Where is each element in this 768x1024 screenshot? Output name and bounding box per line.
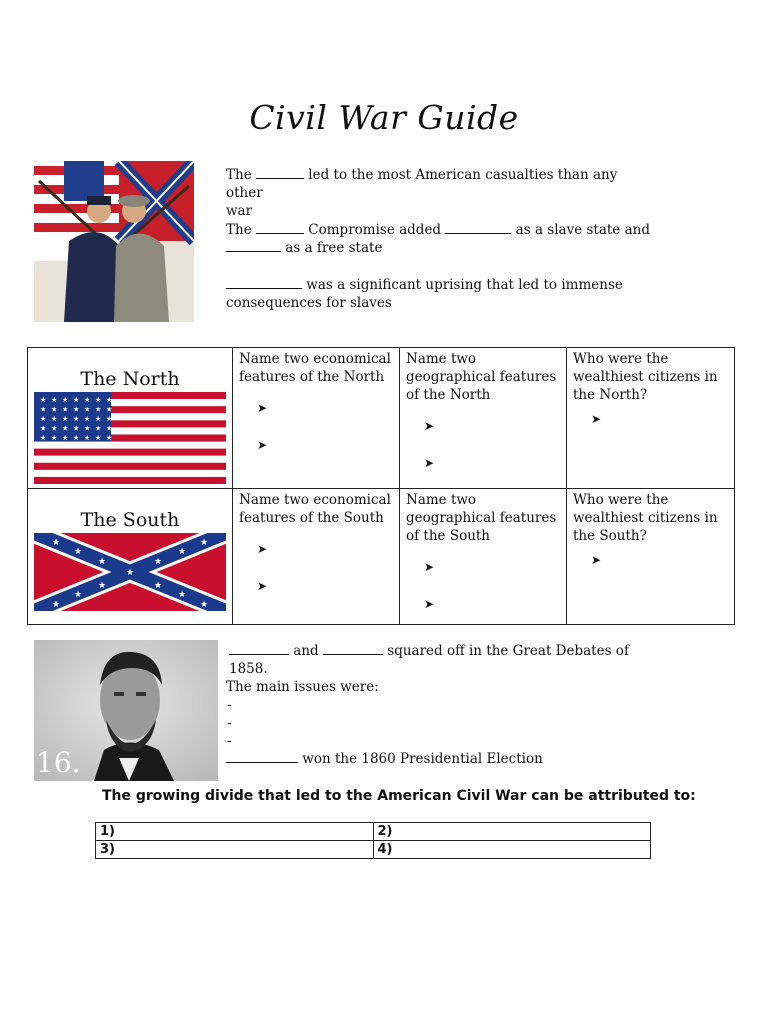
svg-text:★: ★: [73, 424, 80, 433]
svg-text:★: ★: [97, 557, 107, 567]
svg-text:★: ★: [177, 590, 187, 600]
q2-text-end: as a slave state and: [515, 222, 650, 238]
svg-text:★: ★: [73, 547, 83, 557]
intro-question-3: [226, 276, 656, 312]
svg-text:★: ★: [62, 415, 69, 423]
south-geographic-prompt: Name two geographical features of the South: [406, 492, 557, 544]
debate-text-end: squared off in the Great Debates of 1858.: [229, 643, 629, 677]
answer-blank[interactable]: [323, 642, 383, 655]
intro-question-2: [226, 221, 656, 257]
bullet-icon: ➤: [424, 456, 435, 470]
north-geographic-cell: [400, 348, 567, 489]
north-geographic-prompt: Name two geographical features of the North: [406, 351, 557, 403]
lincoln-photo: [34, 640, 218, 781]
svg-text:★: ★: [62, 405, 69, 414]
q3-text-line2: consequences for slaves: [226, 295, 392, 311]
attribution-table: [95, 822, 651, 859]
south-economic-cell: [233, 489, 400, 625]
svg-text:★: ★: [106, 434, 113, 442]
south-geographic-cell: [400, 489, 567, 625]
answer-blank[interactable]: [256, 221, 304, 234]
bullet-icon: ➤: [591, 553, 602, 567]
svg-text:★: ★: [73, 590, 83, 600]
attribution-heading: The growing divide that led to the American Civil War can be attributed to:: [102, 788, 696, 804]
north-flag-cell: [28, 348, 233, 489]
svg-text:★: ★: [40, 434, 47, 442]
svg-text:★: ★: [125, 568, 135, 578]
svg-text:★: ★: [51, 538, 61, 548]
q2-text-start: The: [226, 222, 252, 238]
svg-text:★: ★: [153, 557, 163, 567]
south-row: [28, 489, 735, 625]
svg-text:★: ★: [95, 434, 102, 442]
svg-text:★: ★: [153, 581, 163, 591]
north-economic-cell: [233, 348, 400, 489]
issue-dash-2: -: [227, 715, 232, 731]
svg-text:★: ★: [84, 405, 91, 414]
issue-dash-3: -: [227, 733, 232, 749]
svg-text:★: ★: [84, 434, 91, 442]
svg-text:★: ★: [73, 434, 80, 442]
svg-text:★: ★: [51, 405, 58, 414]
south-wealth-cell: [567, 489, 735, 625]
page-title: Civil War Guide: [249, 98, 519, 137]
svg-text:★: ★: [40, 415, 47, 423]
answer-blank[interactable]: [445, 221, 511, 234]
bullet-icon: ➤: [424, 560, 435, 574]
svg-text:★: ★: [62, 396, 69, 404]
svg-text:★: ★: [84, 415, 91, 423]
svg-text:★: ★: [84, 396, 91, 404]
south-wealth-prompt: Who were the wealthiest citizens in the South?: [573, 492, 718, 544]
q2-text-line2: as a free state: [285, 240, 383, 256]
q2-text-mid: Compromise added: [308, 222, 442, 238]
svg-text:★: ★: [62, 424, 69, 433]
svg-text:★: ★: [51, 424, 58, 433]
answer-blank[interactable]: [256, 166, 304, 179]
svg-text:★: ★: [177, 547, 187, 557]
north-south-table: [27, 347, 735, 625]
q1-text-start: The: [226, 167, 252, 183]
svg-text:★: ★: [106, 415, 113, 423]
intro-question-1: [226, 166, 656, 220]
svg-text:★: ★: [73, 415, 80, 423]
south-economic-prompt: Name two economical features of the South: [239, 492, 391, 526]
issue-dash-1: -: [227, 697, 232, 713]
bullet-icon: ➤: [257, 401, 268, 415]
svg-text:★: ★: [84, 424, 91, 433]
photo-number: 16.: [36, 746, 81, 779]
svg-text:★: ★: [40, 396, 47, 404]
north-wealth-prompt: Who were the wealthiest citizens in the North?: [573, 351, 718, 403]
bullet-icon: ➤: [424, 597, 435, 611]
south-flag-cell: [28, 489, 233, 625]
us-flag-image: [34, 392, 232, 488]
debate-and-text: and: [293, 643, 319, 659]
svg-text:★: ★: [95, 424, 102, 433]
svg-text:★: ★: [95, 405, 102, 414]
svg-text:★: ★: [199, 600, 209, 610]
bullet-icon: ➤: [257, 542, 268, 556]
soldiers-image: [34, 161, 194, 322]
svg-text:★: ★: [199, 538, 209, 548]
south-label: The South: [80, 509, 180, 531]
svg-text:★: ★: [40, 424, 47, 433]
svg-text:★: ★: [106, 396, 113, 404]
svg-text:★: ★: [73, 405, 80, 414]
answer-blank[interactable]: [226, 276, 302, 289]
svg-text:★: ★: [51, 415, 58, 423]
answer-blank[interactable]: [229, 642, 289, 655]
svg-text:★: ★: [40, 405, 47, 414]
bullet-icon: ➤: [257, 438, 268, 452]
bullet-icon: ➤: [257, 579, 268, 593]
answer-blank[interactable]: [226, 239, 281, 252]
svg-text:★: ★: [51, 434, 58, 442]
bullet-icon: ➤: [424, 419, 435, 433]
north-economic-prompt: Name two economical features of the North: [239, 351, 391, 385]
north-label: The North: [80, 368, 180, 390]
confederate-flag-image: [34, 533, 232, 615]
svg-text:★: ★: [62, 434, 69, 442]
q1-text-line2: war: [226, 203, 253, 219]
svg-text:★: ★: [51, 600, 61, 610]
debates-line: [229, 642, 669, 678]
svg-text:★: ★: [51, 396, 58, 404]
svg-text:★: ★: [95, 415, 102, 423]
north-row: [28, 348, 735, 489]
q3-text-end: was a significant uprising that led to immense: [306, 277, 623, 293]
attribution-cell-4[interactable]: 4): [373, 841, 651, 859]
north-wealth-cell: [567, 348, 735, 489]
answer-blank[interactable]: [226, 750, 298, 763]
svg-text:★: ★: [97, 581, 107, 591]
q1-text-end: led to the most American casualties than any other: [226, 167, 618, 201]
svg-text:★: ★: [106, 424, 113, 433]
bullet-icon: ➤: [591, 412, 602, 426]
election-text: won the 1860 Presidential Election: [302, 751, 543, 767]
svg-text:★: ★: [73, 396, 80, 404]
issues-label: The main issues were:: [226, 679, 379, 695]
election-line: [226, 750, 666, 768]
attribution-cell-2[interactable]: 2): [373, 823, 651, 841]
attribution-cell-3[interactable]: 3): [96, 841, 374, 859]
attribution-cell-1[interactable]: 1): [96, 823, 374, 841]
svg-text:★: ★: [106, 405, 113, 414]
svg-text:★: ★: [95, 396, 102, 404]
